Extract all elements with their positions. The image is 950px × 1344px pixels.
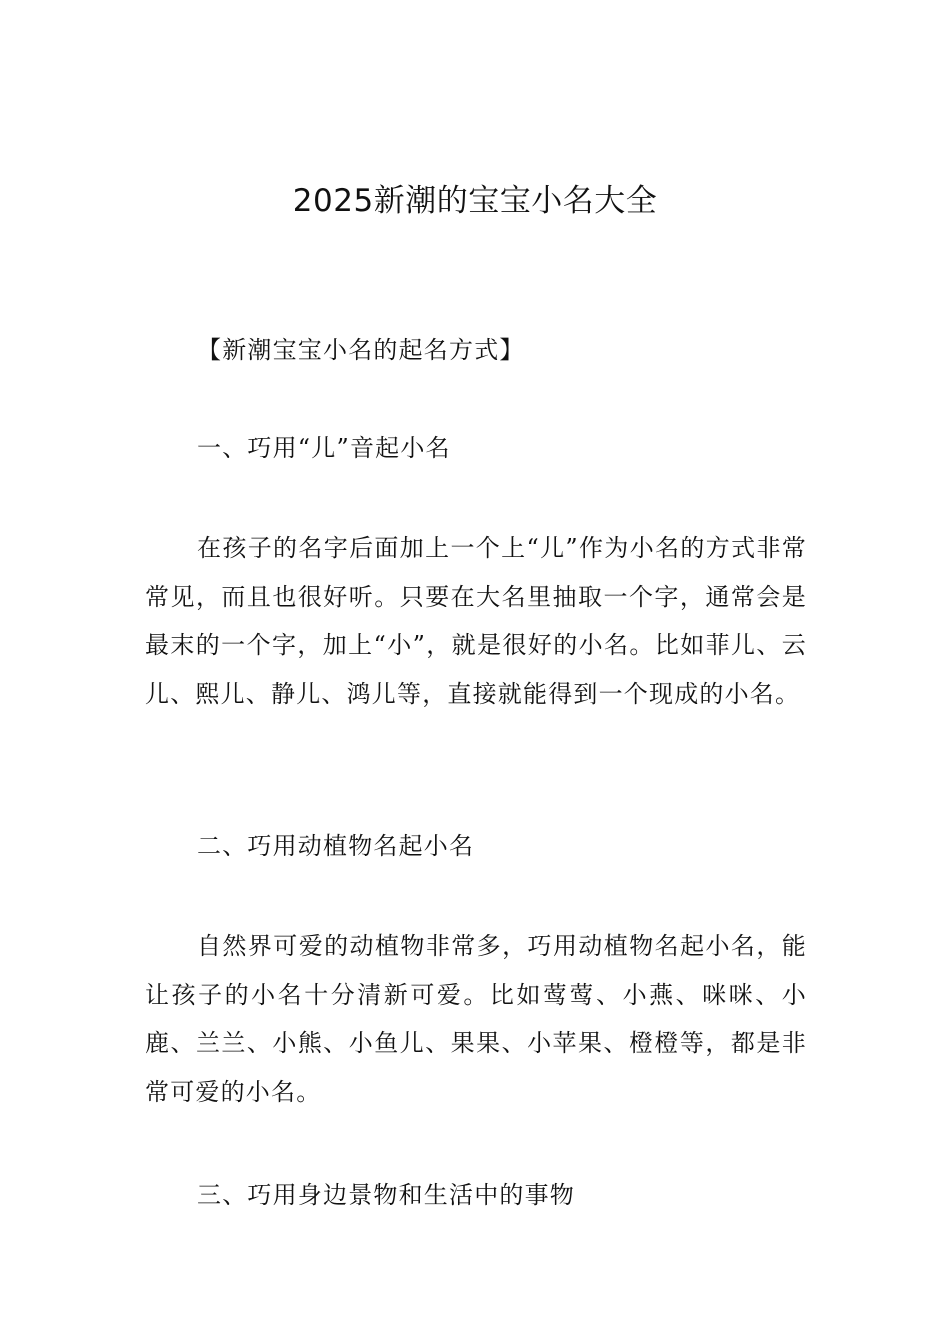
item-heading-3: 三、巧用身边景物和生活中的事物	[197, 1181, 575, 1209]
document-title: 2025新潮的宝宝小名大全	[292, 183, 658, 219]
item-body-1: 在孩子的名字后面加上一个上“儿”作为小名的方式非常常见，而且也很好听。只要在大名里抽取一个字，通常会是最末的一个字，加上“小”，就是很好的小名。比如菲儿、云儿、熙儿、静儿、鸿儿等，直接就能得到一个现成的小名。	[145, 534, 807, 708]
item-heading-1: 一、巧用“儿”音起小名	[197, 434, 451, 462]
section-heading: 【新潮宝宝小名的起名方式】	[197, 336, 525, 364]
item-body-2: 自然界可爱的动植物非常多，巧用动植物名起小名，能让孩子的小名十分清新可爱。比如莺莺、小燕、咪咪、小鹿、兰兰、小熊、小鱼儿、果果、小苹果、橙橙等，都是非常可爱的小名。	[145, 932, 807, 1106]
item-heading-2: 二、巧用动植物名起小名	[197, 832, 475, 860]
